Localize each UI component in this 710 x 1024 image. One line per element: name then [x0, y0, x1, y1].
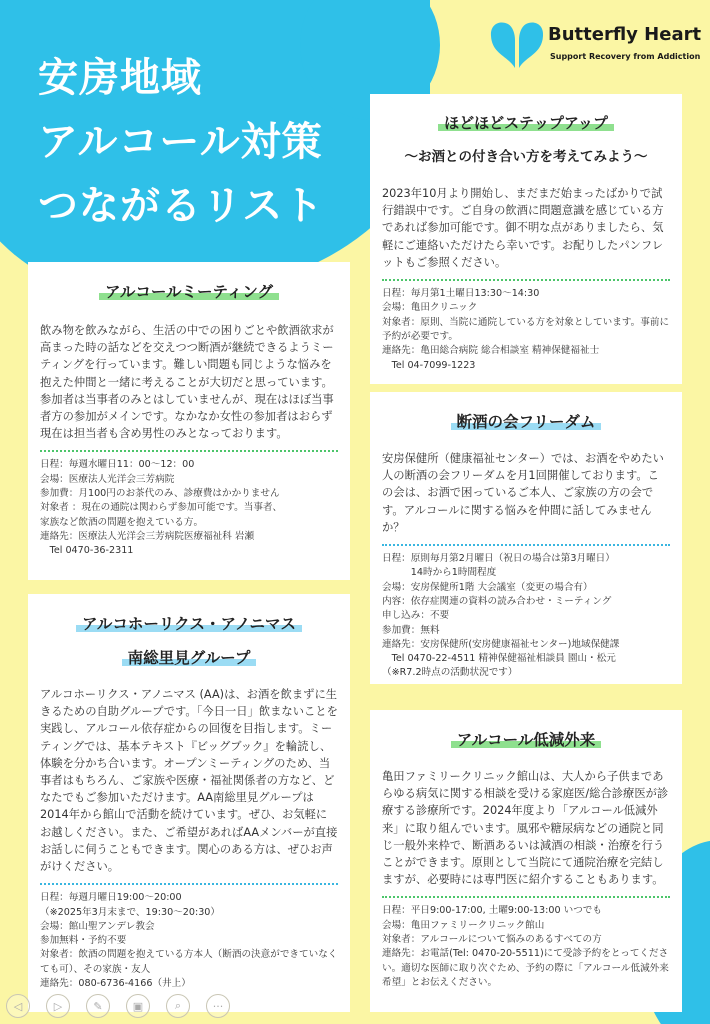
card-freedom — [370, 392, 682, 684]
chevron-left-icon: ◁ — [13, 999, 23, 1013]
divider — [382, 544, 670, 546]
logo-tagline: Support Recovery from Addiction — [550, 52, 701, 61]
pen-icon: ✎ — [93, 999, 103, 1013]
card-title: 断酒の会フリーダム — [382, 410, 670, 432]
card-description: 2023年10月より開始し、まだまだ始まったばかりで試行錯誤中です。ご自身の飲酒に問題意識を感じている方であれば参加可能です。御不明な点がありましたら、気軽にご連絡いただけたら幸いです。お配りしたパンフレットもご参照ください。 — [382, 187, 664, 269]
card-subtitle: 〜お酒との付き合い方を考えてみよう〜 — [404, 149, 648, 165]
card-subtitle: 南総里見グループ — [40, 646, 338, 668]
card-description: 亀田ファミリークリニック館山は、大人から子供まであらゆる病気に関する相談を受ける家庭医/総合診療医が診療する診療所です。2024年度より「アルコール低減外来」に取り組んでいます。風邪や糖尿病などの通院と同じ一般外来枠で、断酒あるいは減酒の相談・治療を行うことができます。原則として当院にて通院治療を完結しますが、必要時には専門医に紹介することもあります。 — [382, 770, 669, 887]
card-alcohol-reduction-clinic — [370, 710, 682, 1012]
chevron-right-icon: ▷ — [53, 999, 63, 1013]
grid-view-icon: ▣ — [132, 999, 144, 1013]
card-alcohol-meeting — [28, 262, 350, 580]
card-title: アルコホーリクス・アノニマス — [40, 612, 338, 634]
card-description: 飲み物を飲みながら、生活の中での困りごとや飲酒欲求が高まった時の話などを交えつつ断酒が継続できるようミーティングを行っています。難しい問題も同じような悩みを抱えた仲間と一緒に考えることが大切だと思っています。参加者は当事者のみとはしていませんが、現在はほぼ当事者方の参加がメインです。なかなか女性の参加者はおらず現在は担当者も含め男性のみとなっております。 — [40, 324, 334, 441]
page-title: 安房地域 アルコール対策 つながるリスト — [38, 55, 325, 229]
divider — [40, 450, 338, 452]
card-alcoholics-anonymous — [28, 594, 350, 1012]
logo-name: Butterfly Heart — [548, 24, 702, 45]
prev-page-button[interactable] — [6, 994, 30, 1018]
card-hodohodo-step-up — [370, 94, 682, 384]
card-description: アルコホーリクス・アノニマス (AA)は、お酒を飲まずに生きるための自助グループです。「今日一日」飲まないことを実践し、アルコール依存症からの回復を目指します。ミーティングでは、基本テキスト『ビッグブック』を輪読し、体験を分かち合います。オープンミーティングのため、当事者はもちろん、ご家族や医療・福祉関係者の方など、どなたでもご参加いただけます。AA南総里見グループは2014年から館山で活動を続けています。ぜひ、お気軽にお越しください。また、ご希望があればAAメンバーが直接お話しに伺うこともできます。関心のある方は、ぜひお声がけください。 — [40, 688, 338, 874]
divider — [382, 279, 670, 281]
butterfly-heart-icon — [488, 16, 546, 74]
view-button[interactable] — [126, 994, 150, 1018]
more-button[interactable] — [206, 994, 230, 1018]
zoom-icon: ⌕ — [174, 999, 182, 1012]
divider — [40, 883, 338, 885]
more-icon: ··· — [212, 999, 224, 1013]
card-info: 日程：原則毎月第2月曜日（祝日の場合は第3月曜日） 14時から1時間程度 会場：安房保健所1階 大会議室（変更の場合有） 内容：依存症関連の資料の読み合わせ・ミーティング 申し込み：不要 参加費：無料 連絡先：安房保健所(安房健康福祉センター)地域保健課 Tel 0470-22-4511 精神保健福祉相談員 園山・松元 （※R7.2時点の活動状況です） — [382, 553, 620, 679]
butterfly-heart-logo — [488, 16, 700, 76]
divider — [382, 896, 670, 898]
pen-button[interactable] — [86, 994, 110, 1018]
card-info: 日程：毎週月曜日19:00〜20:00 （※2025年3月末まで、19:30〜20:30） 会場：館山聖アンデレ教会 参加無料・予約不要 対象者：飲酒の問題を抱えている方本人（断酒の決意ができていなくても可）、その家族・友人 連絡先：080-6736-4166（井上） — [40, 892, 338, 990]
zoom-button[interactable] — [166, 994, 190, 1018]
card-title: ほどほどステップアップ — [382, 112, 670, 133]
card-info: 日程：平日9:00-17:00, 土曜9:00-13:00 いつでも 会場：亀田ファミリークリニック館山 対象者：アルコールについて悩みのあるすべての方 連絡先：お電話(Tel: 0470-20-5511)にて受診予約をとってください。適切な医師に取り次ぐため、予約の際に「アルコール低減外来希望」とお伝えください。 — [382, 905, 669, 988]
card-description: 安房保健所（健康福祉センター）では、お酒をやめたい人の断酒の会フリーダムを月1回開催しております。この会は、お酒で困っているご本人、ご家族の方の会です。アルコールに関する悩みを仲間に話してみませんか？ — [382, 452, 664, 534]
card-info: 日程：毎週水曜日11：00〜12：00 会場：医療法人光洋会三芳病院 参加費：月100円のお茶代のみ、診療費はかかりません 対象者 ：現在の通院は関わらず参加可能です。当事者、 家族など飲酒の問題を抱えている方。 連絡先：医療法人光洋会三芳病院医療福祉科 岩瀬 Tel 0470-36-2311 — [40, 459, 283, 557]
card-info: 日程：毎月第1土曜日13:30〜14:30 会場：亀田クリニック 対象者：原則、当院に通院している方を対象としています。事前に予約が必要です。 連絡先：亀田総合病院 総合相談室 精神保健福祉士 Tel 04-7099-1223 — [382, 288, 670, 371]
card-title: アルコール低減外来 — [382, 728, 670, 750]
card-title: アルコールミーティング — [40, 280, 338, 302]
next-page-button[interactable] — [46, 994, 70, 1018]
